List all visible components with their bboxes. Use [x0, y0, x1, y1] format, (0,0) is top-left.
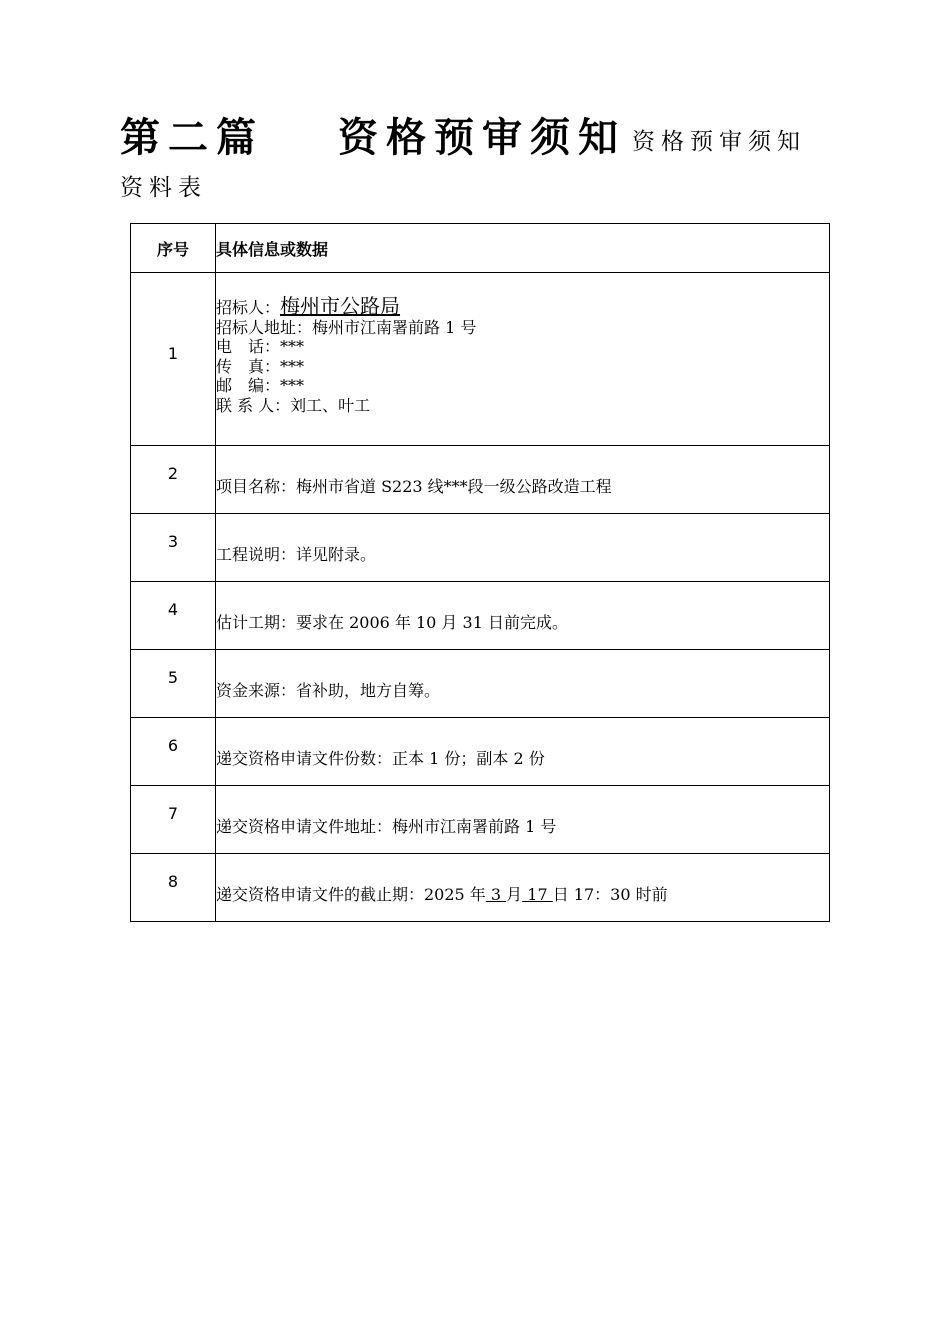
phone-line: 电 话：***: [216, 337, 305, 356]
address-line: 招标人地址：梅州市江南署前路 1 号: [216, 317, 477, 337]
row-text: 估计工期：要求在 2006 年 10 月 31 日前完成。: [216, 582, 830, 650]
title-heading: 资格预审须知: [338, 114, 626, 161]
subtitle: 资料表: [120, 175, 207, 201]
page-title: [120, 112, 835, 164]
fax-line: 传 真：***: [216, 356, 305, 376]
table-header-row: [131, 224, 830, 273]
row-number: 1: [131, 273, 216, 446]
row-number: 2: [131, 446, 216, 514]
postcode-line: 邮 编：***: [216, 376, 305, 395]
tenderer-line: 招标人：梅州市公路局: [216, 294, 401, 318]
table-row: [131, 582, 830, 650]
deadline-day: 17: [522, 885, 553, 904]
tenderer-name: 梅州市公路局: [280, 294, 401, 318]
table-row: [131, 446, 830, 514]
row-text: 资金来源：省补助，地方自筹。: [216, 650, 830, 718]
table-row: [131, 514, 830, 582]
title-heading-repeat: 资格预审须知: [632, 129, 806, 155]
row-number: 8: [131, 854, 216, 922]
title-chapter: 第二篇: [120, 114, 264, 161]
row-number: 5: [131, 650, 216, 718]
row-text: 递交资格申请文件地址：梅州市江南署前路 1 号: [216, 786, 830, 854]
row-number: 7: [131, 786, 216, 854]
contact-info: [216, 273, 830, 446]
table-row: [131, 786, 830, 854]
deadline-month: 3: [485, 885, 507, 904]
row-text: 递交资格申请文件份数：正本 1 份；副本 2 份: [216, 718, 830, 786]
row-number: 3: [131, 514, 216, 582]
row-number: 4: [131, 582, 216, 650]
table-row: [131, 650, 830, 718]
table-row: [131, 854, 830, 922]
header-serial: 序号: [131, 224, 216, 273]
deadline-text: 递交资格申请文件的截止期：2025 年 3 月 17 日 17：30 时前: [216, 854, 830, 922]
row-text: 项目名称：梅州市省道 S223 线***段一级公路改造工程: [216, 446, 830, 514]
row-number: 6: [131, 718, 216, 786]
contact-line: 联 系 人：刘工、叶工: [216, 395, 371, 415]
data-table: [130, 223, 830, 922]
table-row: [131, 273, 830, 446]
row-text: 工程说明：详见附录。: [216, 514, 830, 582]
table-row: [131, 718, 830, 786]
header-info: 具体信息或数据: [216, 224, 830, 273]
